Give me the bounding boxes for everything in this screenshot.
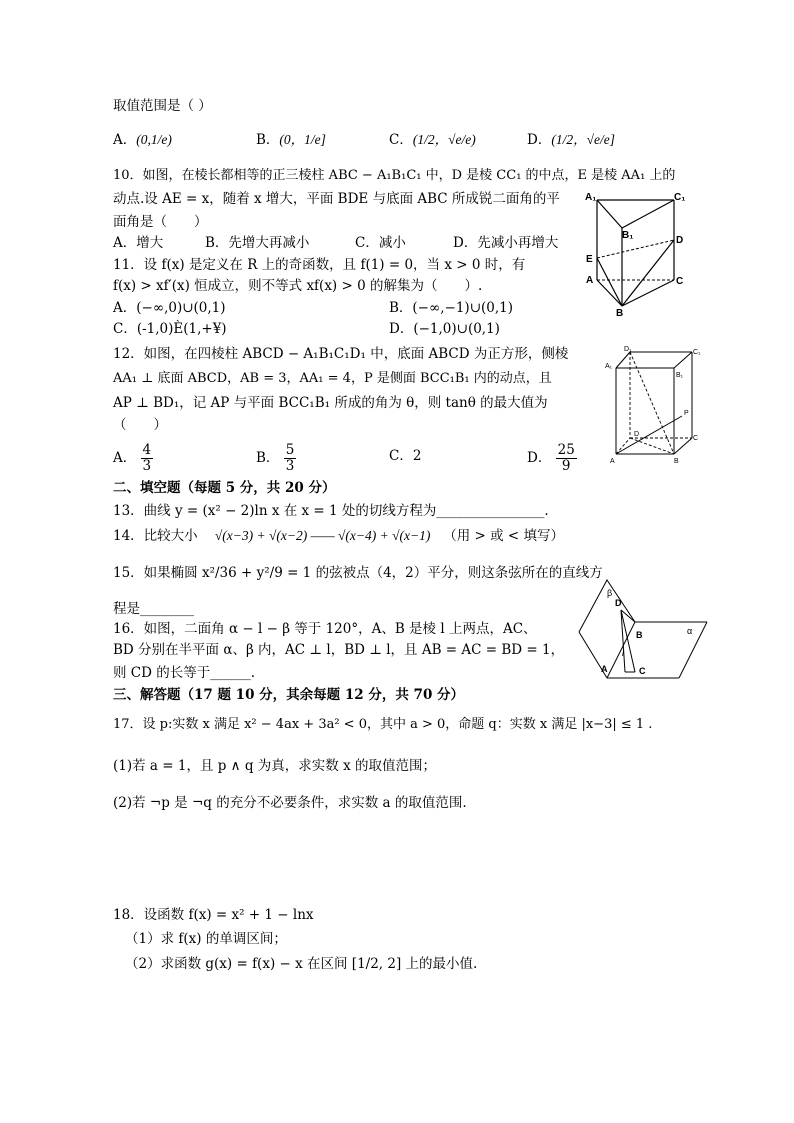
q12-line1: 12．如图，在四棱柱 ABCD − A₁B₁C₁D₁ 中，底面 ABCD 为正方形，侧棱 — [113, 346, 569, 362]
q12-line2: AA₁ ⊥ 底面 ABCD，AB = 3，AA₁ = 4，P 是侧面 BCC₁B₁ 内的动点，且 — [113, 371, 552, 386]
q12-line4: （ ） — [113, 417, 167, 433]
q11-option-a: A．(−∞,0)∪(0,1) — [113, 300, 226, 316]
label-c: C — [639, 666, 646, 676]
q12-option-a: A． $\frac{4}{3}$ — [113, 442, 152, 474]
section3-heading: 三、解答题（17 题 10 分，其余每题 12 分，共 70 分） — [113, 687, 465, 703]
q11-option-c: C．(-1,0)È(1,+¥) — [113, 321, 227, 337]
q18-part1: （1）求 f(x) 的单调区间； — [125, 931, 287, 947]
label-d: D — [615, 598, 622, 608]
label-c: C — [693, 435, 699, 442]
label-a1: A₁ — [585, 192, 597, 203]
q9-option-a: A．(0,1/e) — [113, 132, 172, 148]
q13-line: 13．曲线 y = (x² − 2)ln x 在 x = 1 处的切线方程为________________. — [113, 503, 549, 519]
label-beta: β — [607, 588, 613, 598]
q9-option-b: B．(0，1/e] — [256, 132, 326, 148]
label-c: C — [676, 276, 684, 287]
q9-stem-tail: 取值范围是（ ） — [113, 98, 212, 114]
q10-line2: 动点.设 AE = x，随着 x 增大，平面 BDE 与底面 ABC 所成锐二面角的平 — [113, 191, 560, 207]
label-b: B — [636, 630, 643, 640]
q17-part2: (2)若 ¬p 是 ¬q 的充分不必要条件，求实数 a 的取值范围. — [113, 795, 467, 811]
label-a1: A₁ — [605, 363, 613, 370]
label-l: l — [622, 648, 624, 658]
label-b1: B₁ — [676, 372, 684, 379]
label-alpha: α — [687, 626, 693, 636]
q11-option-b: B．(−∞,−1)∪(0,1) — [389, 300, 514, 316]
label-d: D — [676, 235, 684, 246]
q9-option-d: D．(1/2，√e/e] — [527, 132, 615, 148]
label-d: D — [634, 431, 640, 438]
q15-line1: 15．如果椭圆 x²/36 + y²/9 = 1 的弦被点（4，2）平分，则这条弦所在的直线方 — [113, 565, 603, 581]
q16-line3: 则 CD 的长等于______. — [113, 665, 256, 681]
q10-option-c: C．减小 — [355, 235, 406, 251]
label-e: E — [586, 254, 593, 265]
label-p: P — [684, 410, 689, 417]
q10-option-d: D．先减小再增大 — [453, 235, 559, 251]
q12-line3: AP ⊥ BD₁，记 AP 与平面 BCC₁B₁ 所成的角为 θ，则 tanθ 的最大值为 — [113, 395, 548, 411]
label-d1: D₁ — [624, 346, 632, 353]
q15-line2: 程是________ — [113, 601, 194, 617]
q12-option-d: D． $\frac{25}{9}$ — [527, 442, 575, 474]
q16-dihedral-figure — [575, 574, 711, 684]
label-b: B — [616, 308, 624, 318]
label-c1: C₁ — [674, 192, 686, 203]
q11-line2: f(x) > xf′(x) 恒成立，则不等式 xf(x) > 0 的解集为（ ）. — [113, 278, 483, 294]
q12-option-c: C．2 — [389, 448, 422, 464]
q14-line: 14．比较大小 √(x−3) + √(x−2) —— √(x−4) + √(x−1) （用 > 或 < 填写） — [113, 528, 565, 544]
label-c1: C₁ — [693, 349, 701, 356]
q10-line1: 10．如图，在棱长都相等的正三棱柱 ABC − A₁B₁C₁ 中，D 是棱 CC₁ 的中点，E 是棱 AA₁ 上的 — [113, 168, 676, 183]
q18-line1: 18．设函数 f(x) = x² + 1 − lnx — [113, 907, 314, 923]
q18-part2: （2）求函数 g(x) = f(x) − x 在区间 [1/2, 2] 上的最小值. — [125, 956, 478, 972]
q10-prism-figure — [582, 188, 692, 318]
section2-heading: 二、填空题（每题 5 分，共 20 分） — [113, 480, 336, 496]
q9-option-c: C．(1/2，√e/e) — [389, 132, 476, 148]
q10-line3: 面角是（ ） — [113, 214, 208, 230]
q12-option-b: B． $\frac{5}{3}$ — [256, 442, 295, 474]
q17-line1: 17．设 p:实数 x 满足 x² − 4ax + 3a² < 0，其中 a > 0，命题 q：实数 x 满足 |x−3| ≤ 1 . — [113, 717, 653, 732]
label-b1: B₁ — [622, 230, 634, 241]
q10-option-b: B．先增大再减小 — [205, 235, 310, 251]
q16-line1: 16．如图，二面角 α − l − β 等于 120°，A、B 是棱 l 上两点，AC、 — [113, 621, 537, 637]
q12-prism-figure — [602, 344, 708, 468]
q17-part1: (1)若 a = 1，且 p ∧ q 为真，求实数 x 的取值范围； — [113, 758, 436, 774]
q16-line2: BD 分别在半平面 α、β 内，AC ⊥ l，BD ⊥ l，且 AB = AC = BD = 1， — [113, 642, 565, 658]
q11-line1: 11．设 f(x) 是定义在 R 上的奇函数，且 f(1) = 0，当 x > 0 时，有 — [113, 257, 526, 273]
q10-option-a: A．增大 — [113, 235, 164, 251]
label-b: B — [674, 458, 679, 465]
label-a: A — [610, 458, 615, 465]
label-a: A — [586, 275, 594, 286]
label-a: A — [601, 664, 608, 674]
q11-option-d: D．(−1,0)∪(0,1) — [389, 321, 500, 337]
